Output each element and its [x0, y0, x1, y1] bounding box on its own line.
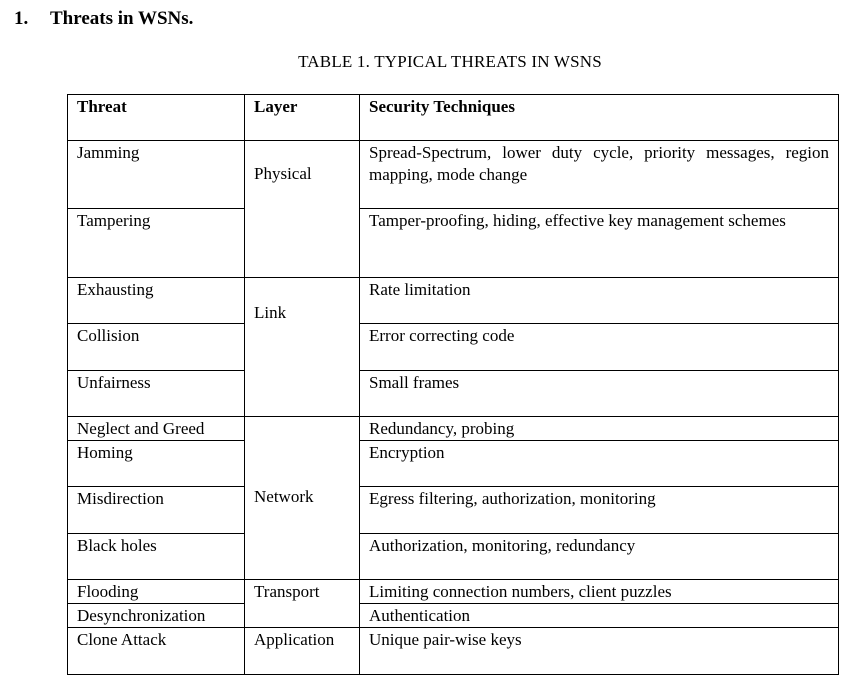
layer-label: Network — [254, 486, 314, 506]
threat-cell: Desynchronization — [68, 604, 245, 628]
table-row — [68, 628, 839, 675]
threat-cell: Misdirection — [68, 487, 245, 534]
section-heading — [14, 8, 193, 30]
technique-cell: Limiting connection numbers, client puzzles — [360, 580, 839, 604]
layer-cell — [245, 417, 360, 580]
threat-cell: Jamming — [68, 141, 245, 209]
header-layer: Layer — [245, 95, 360, 141]
layer-label: Application — [254, 630, 335, 649]
table-row — [68, 209, 839, 278]
technique-cell: Error correcting code — [360, 324, 839, 371]
section-number: 1. — [14, 8, 29, 29]
threat-cell: Tampering — [68, 209, 245, 278]
threat-cell: Exhausting — [68, 278, 245, 324]
layer-label: Physical — [254, 163, 312, 183]
layer-cell — [245, 141, 360, 278]
technique-cell: Tamper-proofing, hiding, effective key management schemes — [360, 209, 839, 278]
threat-cell: Neglect and Greed — [68, 417, 245, 441]
section-title: Threats in WSNs. — [50, 8, 194, 29]
layer-cell — [245, 628, 360, 675]
technique-cell: Authentication — [360, 604, 839, 628]
table-caption: TABLE 1. TYPICAL THREATS IN WSNS — [298, 52, 602, 71]
technique-cell: Encryption — [360, 441, 839, 487]
layer-cell — [245, 278, 360, 417]
technique-cell: Small frames — [360, 371, 839, 417]
technique-cell: Unique pair-wise keys — [360, 628, 839, 675]
table-row — [68, 604, 839, 628]
technique-cell: Redundancy, probing — [360, 417, 839, 441]
threat-cell: Unfairness — [68, 371, 245, 417]
header-security-techniques: Security Techniques — [360, 95, 839, 141]
table-row — [68, 417, 839, 441]
technique-cell: Egress filtering, authorization, monitoring — [360, 487, 839, 534]
threat-cell: Clone Attack — [68, 628, 245, 675]
table-row — [68, 324, 839, 371]
header-threat: Threat — [68, 95, 245, 141]
layer-label: Link — [254, 302, 287, 322]
table-row — [68, 487, 839, 534]
table-row — [68, 371, 839, 417]
technique-cell: Spread-Spectrum, lower duty cycle, priority messages, region mapping, mode change — [360, 141, 839, 209]
table-row — [68, 534, 839, 580]
threats-table — [67, 94, 839, 675]
layer-cell — [245, 580, 360, 628]
technique-cell: Rate limitation — [360, 278, 839, 324]
threat-cell: Homing — [68, 441, 245, 487]
table-header-row — [68, 95, 839, 141]
table-row — [68, 580, 839, 604]
threat-cell: Black holes — [68, 534, 245, 580]
threat-cell: Flooding — [68, 580, 245, 604]
technique-cell: Authorization, monitoring, redundancy — [360, 534, 839, 580]
table-row — [68, 278, 839, 324]
table-row — [68, 441, 839, 487]
layer-label: Transport — [254, 582, 320, 601]
threat-cell: Collision — [68, 324, 245, 371]
table-row — [68, 141, 839, 209]
